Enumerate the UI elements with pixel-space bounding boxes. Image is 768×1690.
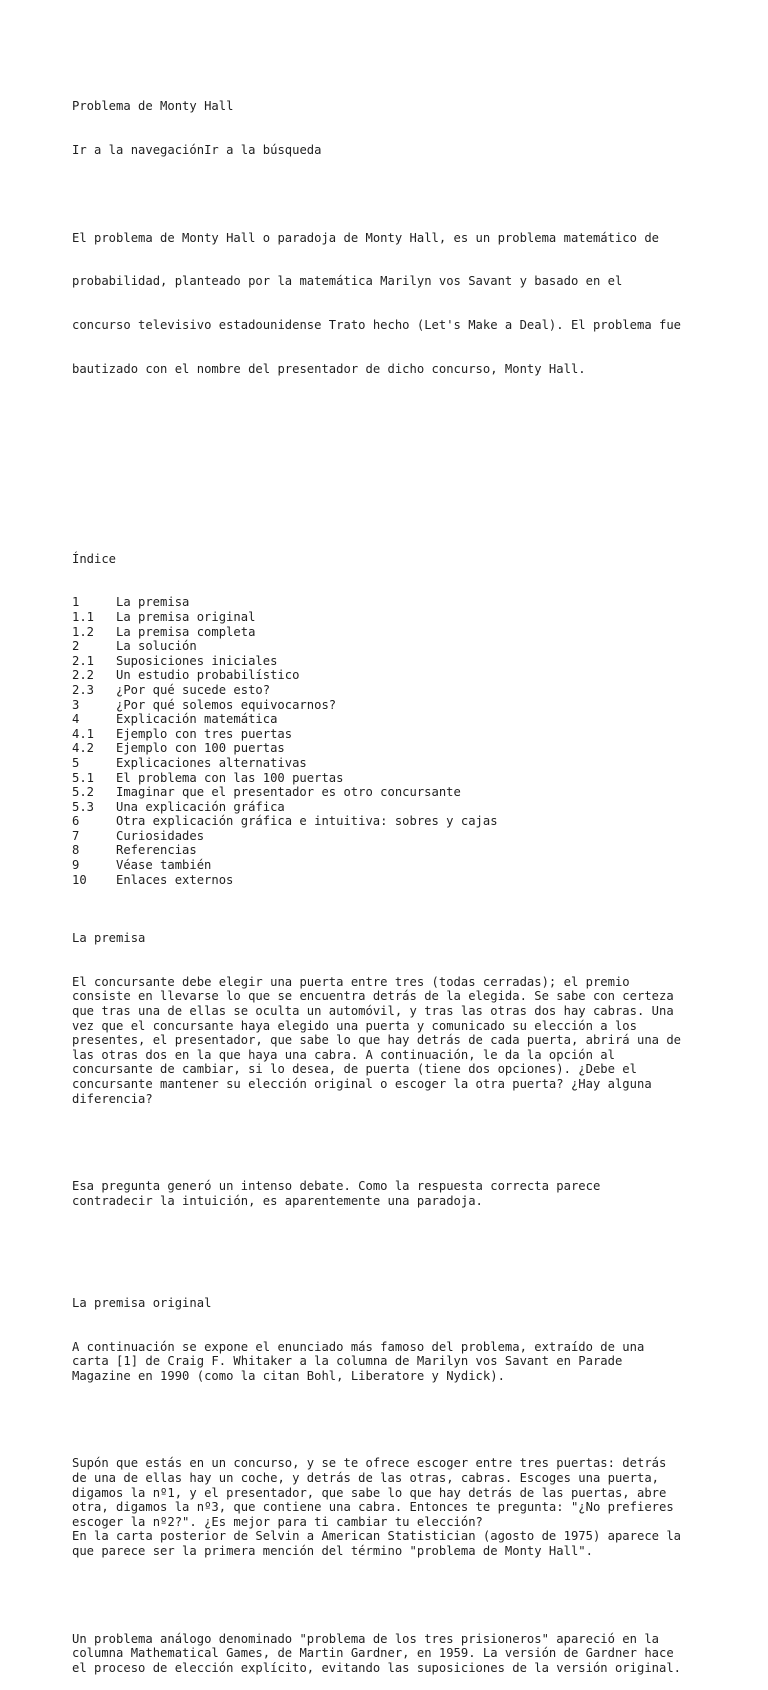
toc-item[interactable] xyxy=(72,625,702,640)
section-heading-premisa-original: La premisa original xyxy=(72,1295,212,1310)
intro-line: El problema de Monty Hall o paradoja de Monty Hall, es un problema matemático de xyxy=(72,230,659,245)
toc-item-label[interactable]: La premisa xyxy=(116,595,190,610)
toc-item-number: 4.2 xyxy=(72,741,95,756)
toc-item-label[interactable]: El problema con las 100 puertas xyxy=(116,770,344,785)
text-line: Un problema análogo denominado "problema de los tres prisioneros" apareció en la xyxy=(72,1631,659,1646)
toc-item-label[interactable]: La solución xyxy=(116,639,197,654)
toc-item[interactable] xyxy=(72,595,702,610)
toc-item-label[interactable]: Un estudio probabilístico xyxy=(116,668,300,683)
toc-item-label[interactable]: Una explicación gráfica xyxy=(116,799,285,814)
text-line: concursante de cambiar, si lo desea, de puerta (tiene dos opciones). ¿Debe el xyxy=(72,1062,637,1077)
premisa-paragraph-1 xyxy=(72,975,702,1106)
toc-item-label[interactable]: La premisa completa xyxy=(116,624,256,639)
intro-line: probabilidad, planteado por la matemática Marilyn vos Savant y basado en el xyxy=(72,274,623,289)
text-line: Magazine en 1990 (como la citan Bohl, Liberatore y Nydick). xyxy=(72,1368,505,1383)
text-line: columna Mathematical Games, de Martin Gardner, en 1959. La versión de Gardner hace xyxy=(72,1646,674,1661)
toc-item[interactable] xyxy=(72,712,702,727)
text-line: el proceso de elección explícito, evitando las suposiciones de la versión original. xyxy=(72,1660,682,1675)
intro-line: concurso televisivo estadounidense Trato hecho (Let's Make a Deal). El problema fue xyxy=(72,318,682,333)
table-of-contents xyxy=(72,595,702,887)
toc-item[interactable] xyxy=(72,639,702,654)
premisa-original-paragraph-3 xyxy=(72,1632,702,1676)
toc-item-label[interactable]: Enlaces externos xyxy=(116,872,234,887)
toc-item-number: 5 xyxy=(72,755,80,770)
toc-item-number: 1.2 xyxy=(72,624,95,639)
page-title: Problema de Monty Hall xyxy=(72,99,234,114)
toc-item[interactable] xyxy=(72,727,702,742)
text-line: otra, digamos la nº3, que contiene una cabra. Entonces te pregunta: "¿No prefieres xyxy=(72,1500,674,1515)
section-heading-la-premisa: La premisa xyxy=(72,931,146,946)
text-line: vez que el concursante haya elegido una puerta y comunicado su elección a los xyxy=(72,1018,637,1033)
text-line: concursante mantener su elección original o escoger la otra puerta? ¿Hay alguna xyxy=(72,1076,652,1091)
toc-item-label[interactable]: Ejemplo con 100 puertas xyxy=(116,741,285,756)
text-line: de una de ellas hay un coche, y detrás de las otras, cabras. Escoges una puerta, xyxy=(72,1471,659,1485)
toc-item-number: 2.3 xyxy=(72,682,95,697)
nav-links[interactable]: Ir a la navegaciónIr a la búsqueda xyxy=(72,142,322,157)
text-line: digamos la nº1, y el presentador, que sabe lo que hay detrás de las puertas, abre xyxy=(72,1485,667,1500)
text-line: A continuación se expone el enunciado más famoso del problema, extraído de una xyxy=(72,1339,645,1354)
toc-item-label[interactable]: Referencias xyxy=(116,843,197,858)
toc-item-number: 2.1 xyxy=(72,653,95,668)
text-line: carta [1] de Craig F. Whitaker a la columna de Marilyn vos Savant en Parade xyxy=(72,1354,623,1369)
text-line: diferencia? xyxy=(72,1091,153,1106)
toc-item-number: 6 xyxy=(72,814,80,829)
toc-heading: Índice xyxy=(72,551,117,566)
premisa-paragraph-2 xyxy=(72,1179,702,1208)
toc-item[interactable] xyxy=(72,785,702,800)
toc-item-number: 2 xyxy=(72,639,80,654)
text-line: El concursante debe elegir una puerta entre tres (todas cerradas); el premio xyxy=(72,974,630,989)
toc-item[interactable] xyxy=(72,756,702,771)
toc-item-number: 3 xyxy=(72,697,80,712)
toc-item-label[interactable]: Explicación matemática xyxy=(116,712,278,727)
toc-item-number: 10 xyxy=(72,872,87,887)
text-line: que tras una de ellas se oculta un automóvil, y tras las otras dos hay cabras. Una xyxy=(72,1004,674,1018)
toc-item-label[interactable]: Suposiciones iniciales xyxy=(116,653,278,668)
text-line: En la carta posterior de Selvin a American Statistician (agosto de 1975) aparece la xyxy=(72,1529,682,1544)
toc-item-number: 1 xyxy=(72,595,80,610)
toc-item[interactable] xyxy=(72,654,702,669)
text-line: que parece ser la primera mención del término "problema de Monty Hall". xyxy=(72,1543,593,1558)
premisa-original-paragraph-2 xyxy=(72,1456,702,1558)
toc-item-label[interactable]: Explicaciones alternativas xyxy=(116,755,307,770)
text-line: Supón que estás en un concurso, y se te ofrece escoger entre tres puertas: detrás xyxy=(72,1456,667,1471)
document-page xyxy=(72,70,702,1690)
toc-item-number: 7 xyxy=(72,828,80,843)
text-line: las otras dos en la que haya una cabra. A continuación, le da la opción al xyxy=(72,1047,615,1062)
text-line: Esa pregunta generó un intenso debate. Como la respuesta correcta parece xyxy=(72,1179,601,1194)
toc-item[interactable] xyxy=(72,843,702,858)
toc-item[interactable] xyxy=(72,873,702,888)
toc-item-label[interactable]: Curiosidades xyxy=(116,828,205,843)
toc-item-label[interactable]: La premisa original xyxy=(116,609,256,624)
toc-item[interactable] xyxy=(72,741,702,756)
toc-item-label[interactable]: ¿Por qué solemos equivocarnos? xyxy=(116,697,337,712)
toc-item[interactable] xyxy=(72,698,702,713)
toc-item-label[interactable]: Imaginar que el presentador es otro concursante xyxy=(116,785,461,800)
toc-item[interactable] xyxy=(72,771,702,786)
text-line: presentes, el presentador, que sabe lo que hay detrás de cada puerta, abrirá una de xyxy=(72,1033,682,1048)
toc-item-number: 8 xyxy=(72,843,80,858)
intro-paragraph xyxy=(72,201,702,405)
toc-item[interactable] xyxy=(72,668,702,683)
premisa-original-paragraph-1 xyxy=(72,1340,702,1384)
toc-item-number: 5.3 xyxy=(72,799,95,814)
toc-item-label[interactable]: Otra explicación gráfica e intuitiva: sobres y cajas xyxy=(116,814,498,829)
toc-item[interactable] xyxy=(72,829,702,844)
toc-item-label[interactable]: Ejemplo con tres puertas xyxy=(116,726,293,741)
text-line: contradecir la intuición, es aparentemente una paradoja. xyxy=(72,1193,483,1208)
text-line: escoger la nº2?". ¿Es mejor para ti cambiar tu elección? xyxy=(72,1514,483,1529)
toc-item[interactable] xyxy=(72,800,702,815)
text-line: consiste en llevarse lo que se encuentra detrás de la elegida. Se sabe con certeza xyxy=(72,989,674,1004)
toc-item-number: 4.1 xyxy=(72,726,95,741)
toc-item[interactable] xyxy=(72,610,702,625)
toc-item-number: 2.2 xyxy=(72,668,95,683)
toc-item-label[interactable]: Véase también xyxy=(116,858,212,873)
toc-item[interactable] xyxy=(72,814,702,829)
toc-item-number: 5.2 xyxy=(72,785,95,800)
toc-item-number: 9 xyxy=(72,858,80,873)
intro-line: bautizado con el nombre del presentador de dicho concurso, Monty Hall. xyxy=(72,361,586,376)
toc-item[interactable] xyxy=(72,683,702,698)
toc-item-label[interactable]: ¿Por qué sucede esto? xyxy=(116,682,271,697)
toc-item-number: 1.1 xyxy=(72,609,95,624)
toc-item-number: 4 xyxy=(72,712,80,727)
toc-item-number: 5.1 xyxy=(72,770,95,785)
toc-item[interactable] xyxy=(72,858,702,873)
